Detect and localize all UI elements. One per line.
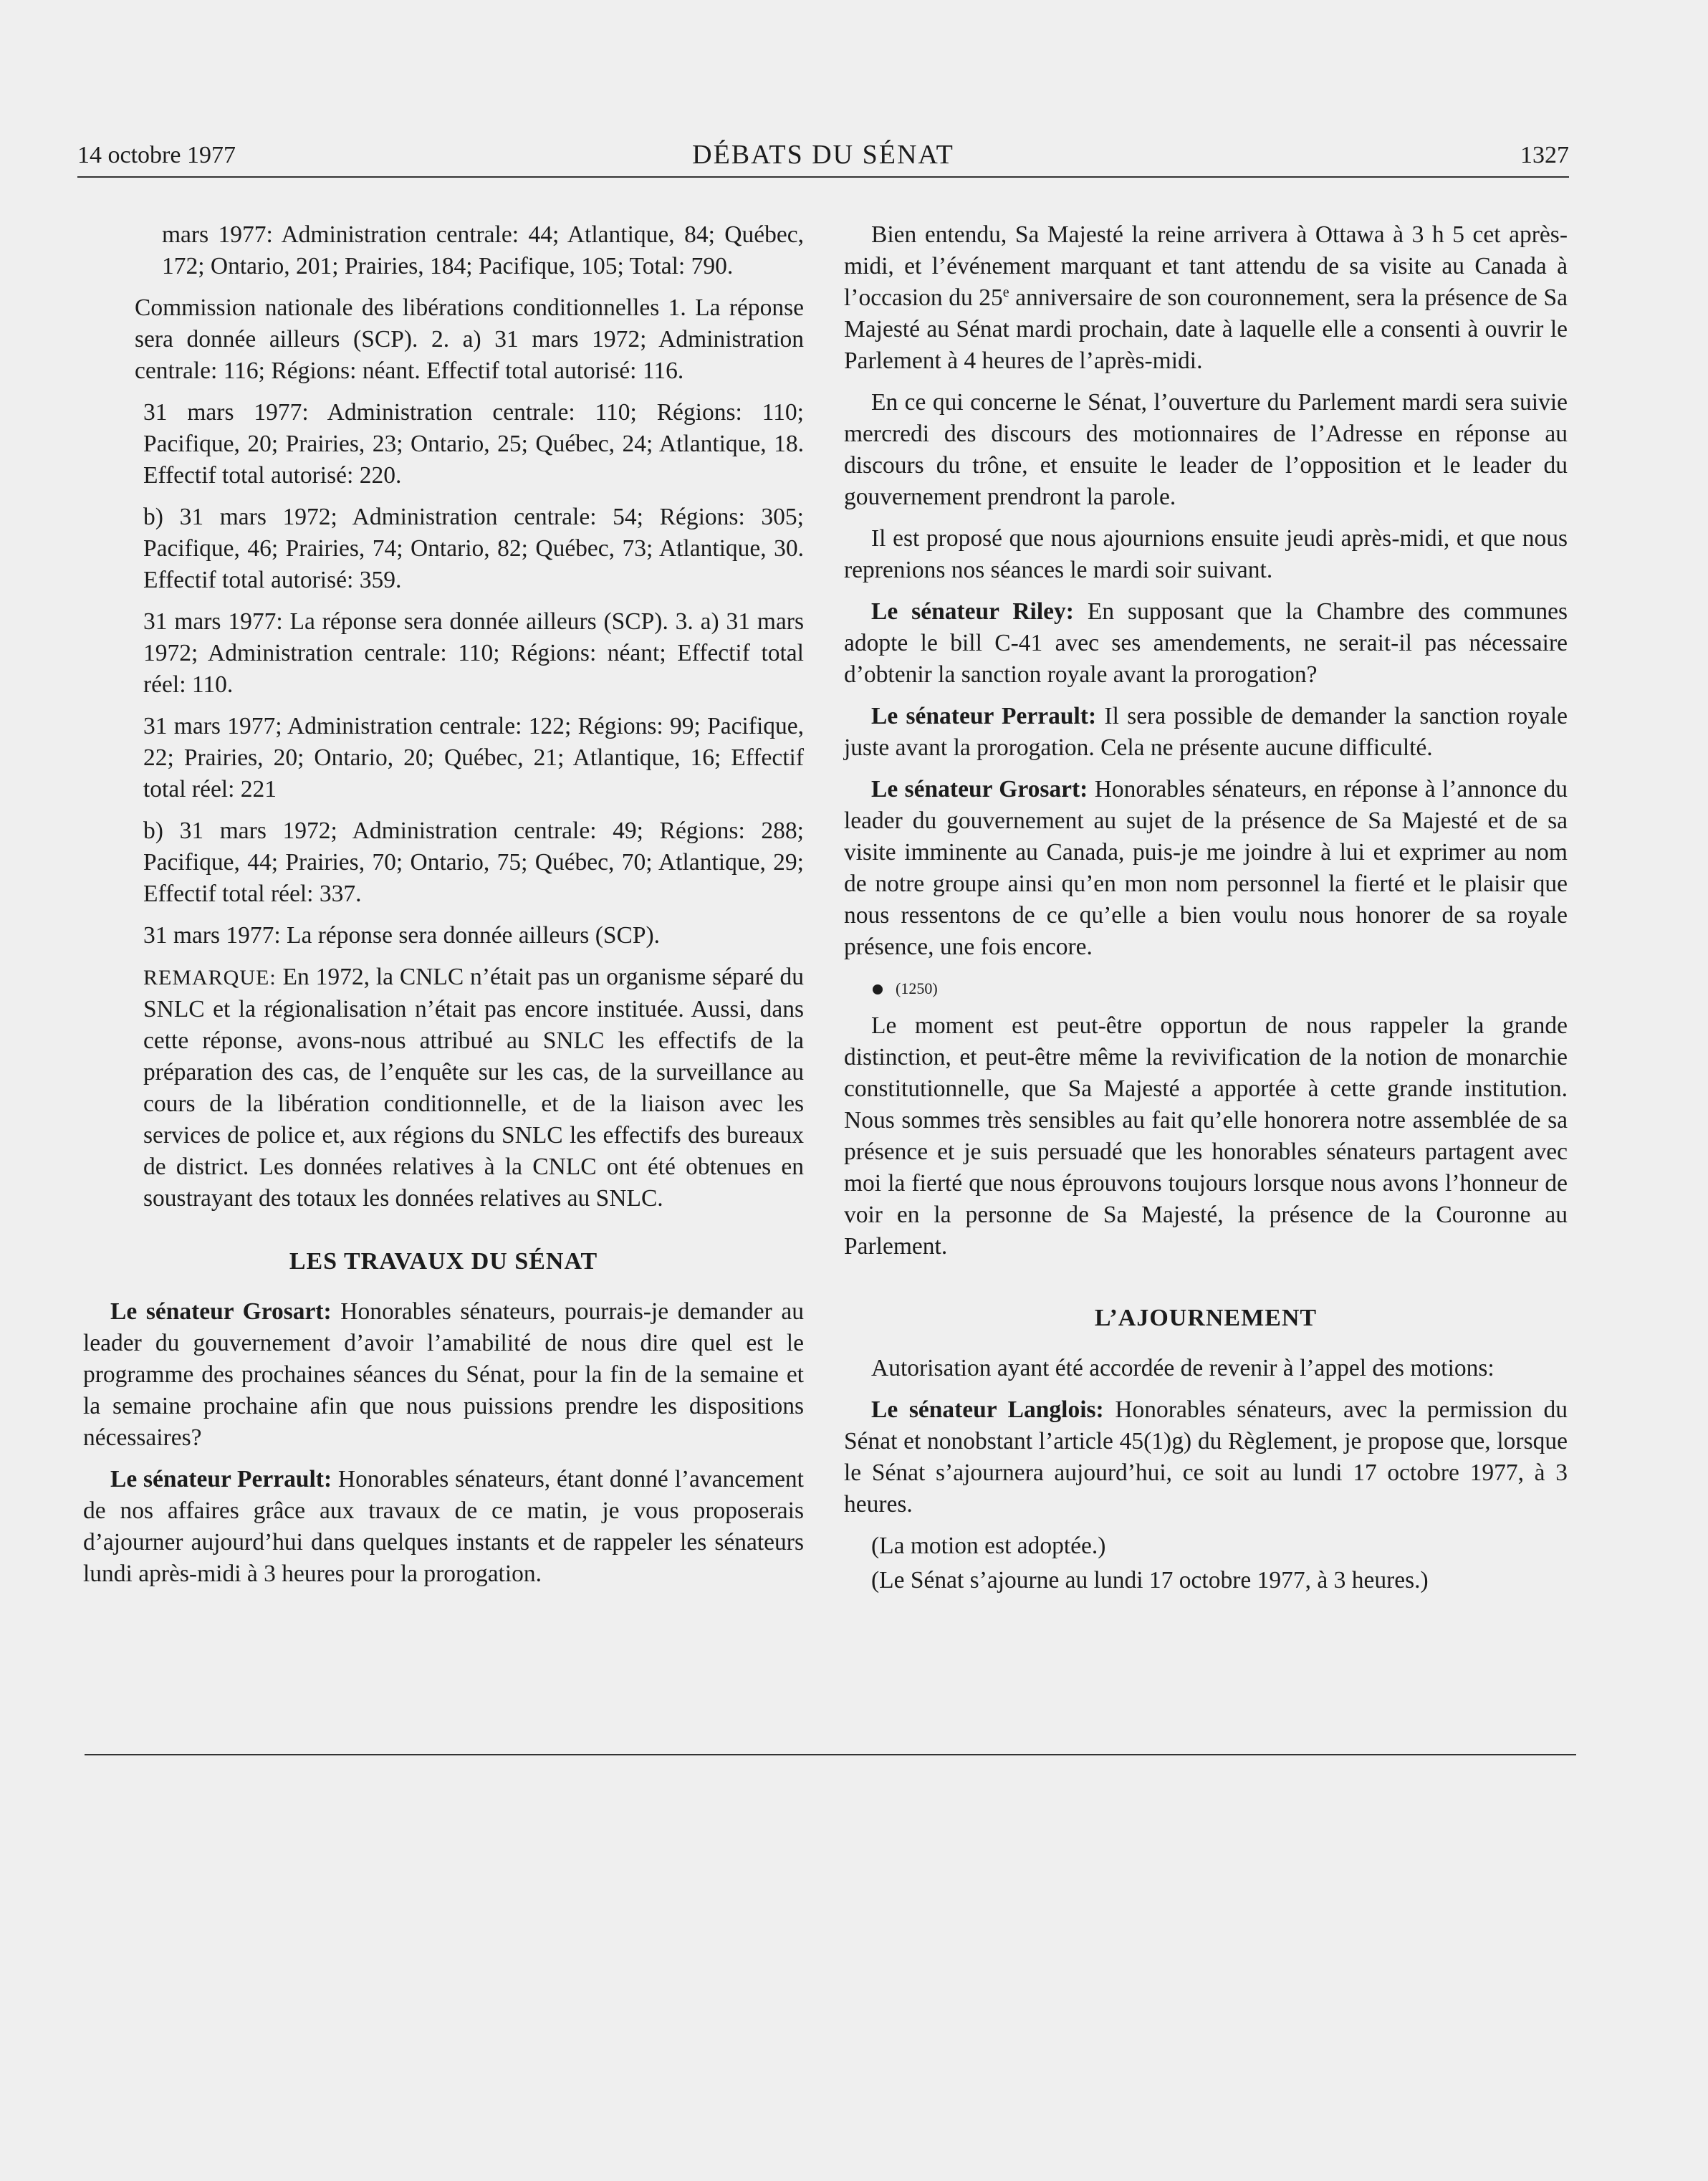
paragraph: b) 31 mars 1972; Administration centrale: 49; Régions: 288; Pacifique, 44; Prairies, 70; Ontario, 75; Québec, 70; Atlantique, 29; Effectif total réel: 337.: [143, 818, 804, 907]
speech-paragraph: [844, 596, 1568, 691]
section-heading: LES TRAVAUX DU SÉNAT: [289, 1248, 598, 1275]
left-column: [83, 219, 804, 1600]
paragraph: Le moment est peut-être opportun de nous rappeler la grande distinction, et peut-être même la revivification de la notion de monarchie constitutionnelle, que Sa Majesté a apportée à cette grande institution. Nous sommes très sensibles au fait qu’elle honorera notre assemblée de sa présence et je suis persuadé que les honorables sénateurs partagent avec moi la fierté que nous éprouvons toujours lorsque nous avons l’honneur de voir en la personne de Sa Majesté, la présence de la Couronne au Parlement.: [844, 1012, 1568, 1260]
speaker-name: Le sénateur Perrault:: [871, 703, 1097, 729]
paragraph: En ce qui concerne le Sénat, l’ouverture du Parlement mardi sera suivie mercredi des discours des motionnaires de l’Adresse en réponse au discours du trône, et ensuite le leader de l’opposition et le leader du gouvernement prendront la parole.: [844, 389, 1568, 510]
remark-text: En 1972, la CNLC n’était pas un organisme séparé du SNLC et la régionalisation n’était pas encore instituée. Aussi, dans cette réponse, avons-nous attribué au SNLC les effectifs de la préparation des cas, de l’enquête sur les cas, de la surveillance au cours de la libération conditionnelle, et de la liaison avec les services de police et, aux régions du SNLC les effectifs des bureaux de district. Les données relatives à la CNLC ont été obtenues en soustrayant des totaux les données relatives au SNLC.: [143, 964, 804, 1212]
remark-label: REMARQUE:: [143, 966, 277, 989]
time-marker: [844, 973, 1568, 1005]
paragraph: Il est proposé que nous ajournions ensuite jeudi après-midi, et que nous reprenions nos séances le mardi soir suivant.: [844, 525, 1568, 583]
header-date: 14 octobre 1977: [77, 142, 236, 168]
speech-paragraph: [844, 774, 1568, 963]
right-column: [844, 219, 1568, 1606]
paragraph: 31 mars 1977; Administration centrale: 122; Régions: 99; Pacifique, 22; Prairies, 20; Ontario, 20; Québec, 21; Atlantique, 16; Effectif total réel: 221: [143, 713, 804, 802]
speech-paragraph: [844, 701, 1568, 764]
speaker-name: Le sénateur Perrault:: [110, 1466, 332, 1492]
speech-text: Honorables sénateurs, en réponse à l’annonce du leader du gouvernement au sujet de la présence de Sa Majesté et de sa visite imminente au Canada, puis-je me joindre à lui et exprimer au nom de notre groupe ainsi qu’en mon nom personnel la fierté et le plaisir que nous ressentons de ce qu’elle a bien voulu nous honorer de sa royale présence, une fois encore.: [844, 776, 1568, 960]
paragraph: 31 mars 1977: La réponse sera donnée ailleurs (SCP). 3. a) 31 mars 1972; Administration centrale: 110; Régions: néant; Effectif total réel: 110.: [143, 608, 804, 698]
paragraph-text: anniversaire de son couronnement, sera la présence de Sa Majesté au Sénat mardi prochain, date à laquelle elle a consenti à ouvrir le Parlement à 4 heures de l’après-midi.: [844, 284, 1568, 374]
bullet-icon: [873, 984, 883, 994]
speech-paragraph: [83, 1296, 804, 1454]
paragraph: b) 31 mars 1972; Administration centrale: 54; Régions: 305; Pacifique, 46; Prairies, 74; Ontario, 82; Québec, 73; Atlantique, 30. Effectif total autorisé: 359.: [143, 504, 804, 593]
speaker-name: Le sénateur Grosart:: [871, 776, 1088, 802]
speaker-name: Le sénateur Riley:: [871, 598, 1074, 625]
speech-text: Honorables sénateurs, pourrais-je demander au leader du gouvernement d’avoir l’amabilité de nous dire quel est le programme des prochaines séances du Sénat, pour la fin de la semaine et la semaine prochaine afin que nous puissions prendre les dispositions nécessaires?: [83, 1298, 804, 1451]
paragraph: Commission nationale des libérations conditionnelles 1. La réponse sera donnée ailleurs (SCP). 2. a) 31 mars 1972; Administration centrale: 116; Régions: néant. Effectif total autorisé: 116.: [135, 294, 804, 384]
speech-paragraph: [844, 1394, 1568, 1520]
speaker-name: Le sénateur Grosart:: [110, 1298, 332, 1325]
paragraph: Autorisation ayant été accordée de revenir à l’appel des motions:: [871, 1355, 1494, 1381]
paragraph-text: Bien entendu, Sa Majesté la reine arrivera à Ottawa à 3 h 5 cet après-midi, et l’événement marquant et tant attendu de sa visite au Canada à l’occasion du 25: [844, 221, 1568, 311]
paragraph: (Le Sénat s’ajourne au lundi 17 octobre 1977, à 3 heures.): [871, 1567, 1429, 1593]
paragraph: [844, 219, 1568, 377]
header-title: DÉBATS DU SÉNAT: [692, 140, 954, 170]
paragraph: mars 1977: Administration centrale: 44; Atlantique, 84; Québec, 172; Ontario, 201; Prairies, 184; Pacifique, 105; Total: 790.: [162, 221, 804, 279]
time-marker-text: (1250): [896, 979, 938, 997]
footer-rule: [85, 1754, 1576, 1755]
speech-text: En supposant que la Chambre des communes adopte le bill C-41 avec ses amendements, ne serait-il pas nécessaire d’obtenir la sanction royale avant la prorogation?: [844, 598, 1568, 688]
paragraph: 31 mars 1977: La réponse sera donnée ailleurs (SCP).: [143, 922, 661, 949]
section-heading: L’AJOURNEMENT: [1094, 1305, 1318, 1331]
page-number: 1327: [1520, 142, 1569, 168]
speech-text: Honorables sénateurs, étant donné l’avancement de nos affaires grâce aux travaux de ce matin, je vous proposerais d’ajourner aujourd’hui dans quelques instants et de rappeler les sénateurs lundi après-midi à 3 heures pour la prorogation.: [83, 1466, 804, 1587]
speech-text: Honorables sénateurs, avec la permission du Sénat et nonobstant l’article 45(1)g) du Règlement, je propose que, lorsque le Sénat s’ajournera aujourd’hui, ce soit au lundi 17 octobre 1977, à 3 heures.: [844, 1396, 1568, 1518]
speaker-name: Le sénateur Langlois:: [871, 1396, 1104, 1423]
superscript: e: [1002, 284, 1009, 300]
speech-text: Il sera possible de demander la sanction royale juste avant la prorogation. Cela ne présente aucune difficulté.: [844, 703, 1568, 761]
paragraph: 31 mars 1977: Administration centrale: 110; Régions: 110; Pacifique, 20; Prairies, 23; Ontario, 25; Québec, 24; Atlantique, 18. Effectif total autorisé: 220.: [143, 399, 804, 489]
page-header: [77, 139, 1569, 178]
speech-paragraph: [83, 1464, 804, 1590]
paragraph: (La motion est adoptée.): [871, 1533, 1106, 1559]
remark-paragraph: [83, 962, 804, 1214]
